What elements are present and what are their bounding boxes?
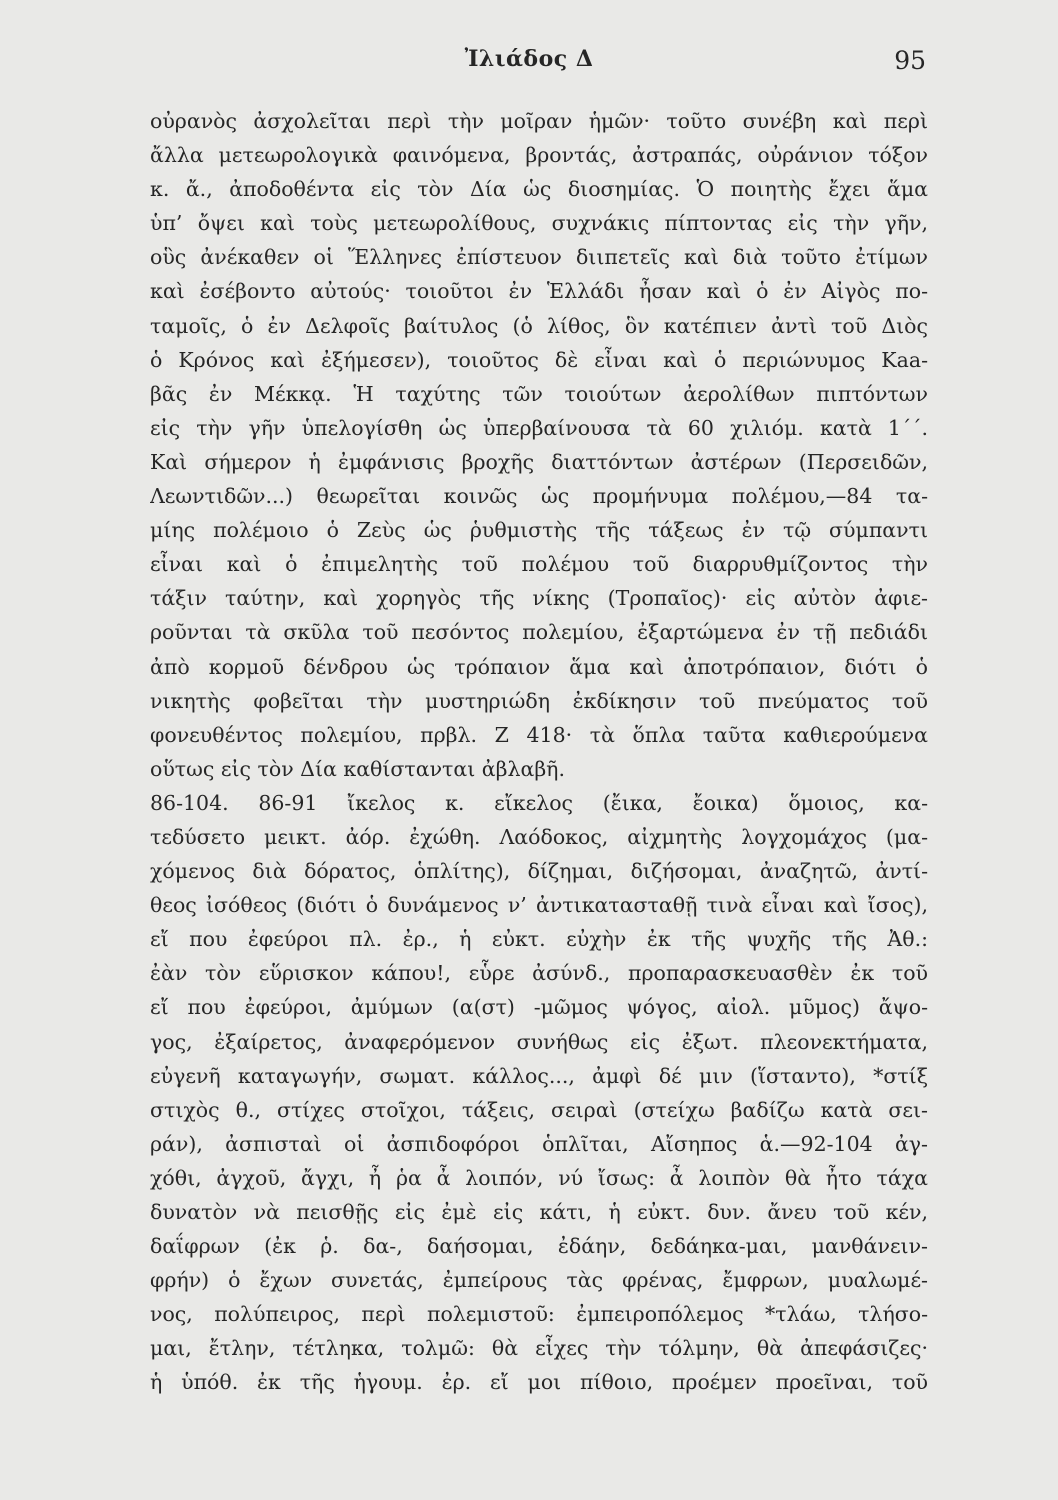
text-line: εἴ που ἐφεύροι πλ. ἐρ., ἡ εὐκτ. εὐχὴν ἐκ τῆς ψυχῆς τῆς Ἀθ.: [150,927,928,952]
text-line: ταμοῖς, ὁ ἐν Δελφοῖς βαίτυλος (ὁ λίθος, ὃν κατέπιεν ἀντὶ τοῦ Διὸς [150,313,928,338]
text-line: εὐγενῆ καταγωγήν, σωματ. κάλλος..., ἀμφὶ δέ μιν (ἵσταντο), *στίξ [150,1063,928,1088]
running-head [0,46,1058,78]
text-line: ροῦνται τὰ σκῦλα τοῦ πεσόντος πολεμίου, ἐξαρτώμενα ἐν τῇ πεδιάδι [150,620,928,645]
section-heading-line: 86-104. 86-91 ἴκελος κ. εἴκελος (ἔικα, ἔοικα) ὅμοιος, κα- [150,790,928,815]
body-text [150,104,928,1400]
text-line: στιχὸς θ., στίχες στοῖχοι, τάξεις, σειραὶ (στείχω βαδίζω κατὰ σει- [150,1097,928,1122]
text-line: βᾶς ἐν Μέκκᾳ. Ἡ ταχύτης τῶν τοιούτων ἀερολίθων πιπτόντων [150,381,928,406]
text-line: Καὶ σήμερον ἡ ἐμφάνισις βροχῆς διαττόντων ἀστέρων (Περσειδῶν, [150,449,928,474]
text-line: εἶναι καὶ ὁ ἐπιμελητὴς τοῦ πολέμου τοῦ διαρρυθμίζοντος τὴν [150,552,928,577]
running-title: Ἰλιάδος Δ [464,46,594,72]
text-line: εἰς τὴν γῆν ὑπελογίσθη ὡς ὑπερβαίνουσα τὰ 60 χιλιόμ. κατὰ 1΄΄. [150,415,928,440]
text-line: νος, πολύπειρος, περὶ πολεμιστοῦ: ἐμπειροπόλεμος *τλάω, τλήσο- [150,1302,928,1327]
text-line: δυνατὸν νὰ πεισθῇς εἰς ἐμὲ εἰς κάτι, ἡ εὐκτ. δυν. ἄνευ τοῦ κέν, [150,1200,928,1224]
text-line: τεδύσετο μεικτ. ἀόρ. ἐχώθη. Λαόδοκος, αἰχμητὴς λογχομάχος (μα- [150,824,928,849]
text-line: γος, ἐξαίρετος, ἀναφερόμενον συνήθως εἰς ἐξωτ. πλεονεκτήματα, [150,1029,928,1054]
text-line: ἐὰν τὸν εὕρισκον κάπου!, εὗρε ἀσύνδ., προπαρασκευασθὲν ἐκ τοῦ [150,961,928,986]
text-line: εἴ που ἐφεύροι, ἀμύμων (α(στ) -μῶμος ψόγος, αἰολ. μῦμος) ἄψο- [150,995,928,1020]
text-line: οὓς ἀνέκαθεν οἱ Ἕλληνες ἐπίστευον διιπετεῖς καὶ διὰ τοῦτο ἐτίμων [150,245,928,270]
text-line: φρήν) ὁ ἔχων συνετάς, ἐμπείρους τὰς φρένας, ἔμφρων, μυαλωμέ- [150,1268,928,1293]
text-line: θεος ἰσόθεος (διότι ὁ δυνάμενος ν’ ἀντικατασταθῇ τινὰ εἶναι καὶ ἴσος), [150,893,928,918]
text-line: τάξιν ταύτην, καὶ χορηγὸς τῆς νίκης (Τροπαῖος)· εἰς αὐτὸν ἀφιε- [150,586,928,611]
text-line: κ. ἄ., ἀποδοθέντα εἰς τὸν Δία ὡς διοσημίας. Ὁ ποιητὴς ἔχει ἅμα [150,177,928,202]
text-line: ἡ ὑπόθ. ἐκ τῆς ἡγουμ. ἐρ. εἴ μοι πίθοιο, προέμεν προεῖναι, τοῦ [150,1370,928,1395]
text-line: μίης πολέμοιο ὁ Ζεὺς ὡς ῥυθμιστὴς τῆς τάξεως ἐν τῷ σύμπαντι [150,518,928,543]
text-line: ἀπὸ κορμοῦ δένδρου ὡς τρόπαιον ἅμα καὶ ἀποτρόπαιον, διότι ὁ [150,654,928,679]
text-line: Λεωντιδῶν...) θεωρεῖται κοινῶς ὡς προμήνυμα πολέμου,—84 τα- [150,484,928,509]
text-line: ὑπ’ ὄψει καὶ τοὺς μετεωρολίθους, συχνάκις πίπτοντας εἰς τὴν γῆν, [150,211,928,236]
text-line: ἄλλα μετεωρολογικὰ φαινόμενα, βροντάς, ἀστραπάς, οὐράνιον τόξον [150,143,928,168]
text-line: φονευθέντος πολεμίου, πρβλ. Ζ 418· τὰ ὅπλα ταῦτα καθιερούμενα [150,722,928,747]
text-line: μαι, ἔτλην, τέτληκα, τολμῶ: θὰ εἶχες τὴν τόλμην, θὰ ἀπεφάσιζες· [150,1336,928,1361]
page-number: 95 [894,46,926,75]
text-line: ὁ Κρόνος καὶ ἐξήμεσεν), τοιοῦτος δὲ εἶναι καὶ ὁ περιώνυμος Κaa- [150,347,928,372]
text-line: ράν), ἀσπισταὶ οἱ ἀσπιδοφόροι ὁπλῖται, Αἴσηπος ἁ.—92-104 ἀγ- [150,1131,928,1156]
text-line: δαΐφρων (ἐκ ῥ. δα-, δαήσομαι, ἐδάην, δεδάηκα-μαι, μανθάνειν- [150,1234,928,1259]
text-line: καὶ ἐσέβοντο αὐτούς· τοιοῦτοι ἐν Ἑλλάδι ἦσαν καὶ ὁ ἐν Αἰγὸς πο- [150,279,928,304]
text-line: χόμενος διὰ δόρατος, ὁπλίτης), δίζημαι, διζήσομαι, ἀναζητῶ, ἀντί- [150,859,928,884]
text-line: οὕτως εἰς τὸν Δία καθίστανται ἀβλαβῆ. [150,756,565,781]
text-line: νικητὴς φοβεῖται τὴν μυστηριώδη ἐκδίκησιν τοῦ πνεύματος τοῦ [150,688,928,713]
text-line: χόθι, ἀγχοῦ, ἄγχι, ἦ ῥα ἆ λοιπόν, νύ ἴσως: ἆ λοιπὸν θὰ ἦτο τάχα [150,1165,928,1190]
text-line: οὐρανὸς ἀσχολεῖται περὶ τὴν μοῖραν ἡμῶν· τοῦτο συνέβη καὶ περὶ [150,109,928,133]
